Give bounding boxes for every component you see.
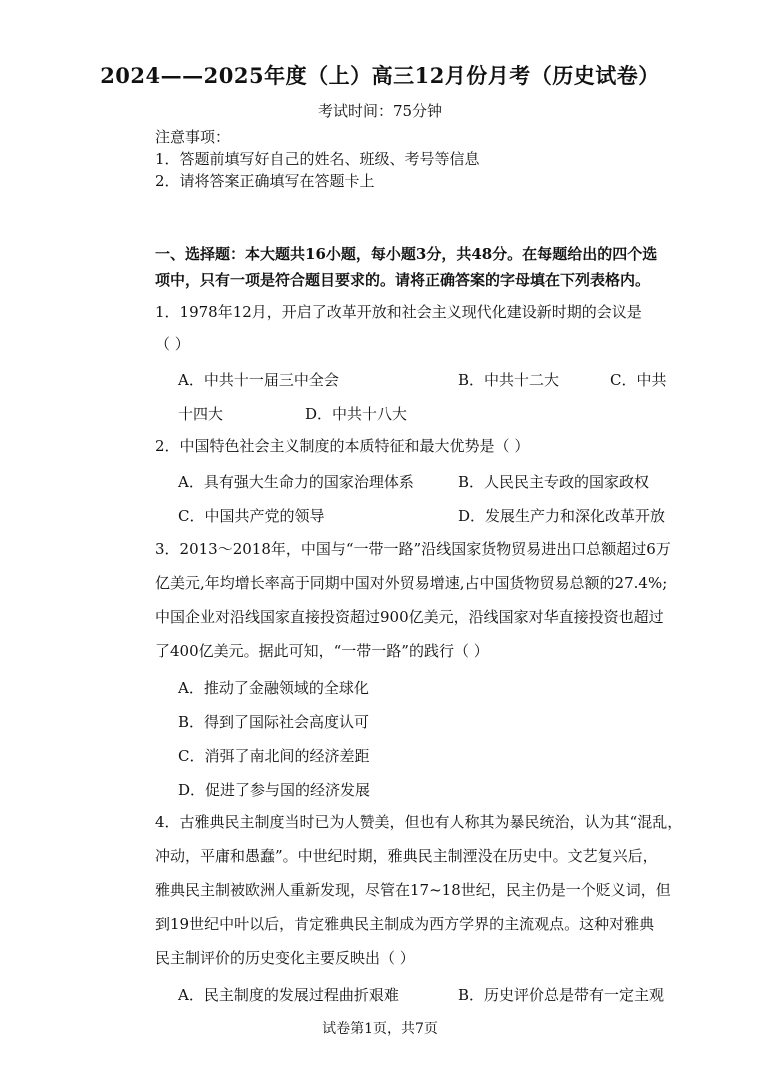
question-3-text: 3．2013～2018年，中国与“一带一路”沿线国家货物贸易进出口总额超过6万 [155,540,671,558]
question-4-text: 到19世纪中叶以后，肯定雅典民主制成为西方学界的主流观点。这种对雅典 [155,915,655,933]
exam-time: 考试时间：75分钟 [317,102,443,120]
q1-option-a: A．中共十一届三中全会 [178,371,339,389]
q1-option-c-cont: 十四大 [178,405,224,423]
q3-option-c: C．消弭了南北间的经济差距 [178,747,370,765]
q4-option-b: B．历史评价总是带有一定主观 [458,986,665,1004]
q3-option-d: D．促进了参与国的经济发展 [178,781,371,799]
section-intro: 一、选择题：本大题共16小题，每小题3分，共48分。在每题给出的四个选 [155,245,658,263]
question-3-text: 了400亿美元。据此可知，“一带一路”的践行（ ） [155,642,489,660]
question-4-text: 雅典民主制被欧洲人重新发现，尽管在17~18世纪，民主仍是一个贬义词，但 [155,881,671,899]
question-3-text: 亿美元,年均增长率高于同期中国对外贸易增速,占中国货物贸易总额的27.4%; [155,574,668,592]
q1-option-c: C．中共 [610,371,667,389]
question-4-text: 4．古雅典民主制度当时已为人赞美，但也有人称其为暴民统治，认为其“混乱， [155,813,683,831]
q2-option-a: A．具有强大生命力的国家治理体系 [178,473,414,491]
question-1-text: 1．1978年12月，开启了改革开放和社会主义现代化建设新时期的会议是 [155,303,642,321]
section-intro: 项中，只有一项是符合题目要求的。请将正确答案的字母填在下列表格内。 [155,271,651,289]
notice-item: 2．请将答案正确填写在答题卡上 [155,172,375,190]
page-footer: 试卷第1页，共7页 [322,1021,438,1037]
question-2-text: 2．中国特色社会主义制度的本质特征和最大优势是（ ） [155,437,530,455]
q4-option-a: A．民主制度的发展过程曲折艰难 [178,986,399,1004]
question-4-text: 冲动，平庸和愚蠢”。中世纪时期，雅典民主制湮没在历史中。文艺复兴后， [155,847,658,865]
q1-option-d: D．中共十八大 [305,405,408,423]
q2-option-d: D．发展生产力和深化改革开放 [458,507,666,525]
notice-heading: 注意事项： [155,128,231,146]
question-4-text: 民主制评价的历史变化主要反映出（ ） [155,949,415,967]
q2-option-b: B．人民民主专政的国家政权 [458,473,650,491]
q3-option-a: A．推动了金融领域的全球化 [178,679,369,697]
question-3-text: 中国企业对沿线国家直接投资超过900亿美元，沿线国家对华直接投资也超过 [155,608,664,626]
q3-option-b: B．得到了国际社会高度认可 [178,713,370,731]
question-1-blank: （ ） [155,335,190,353]
q1-option-b: B．中共十二大 [458,371,560,389]
notice-item: 1．答题前填写好自己的姓名、班级、考号等信息 [155,150,480,168]
page-title: 2024——2025年度（上）高三12月份月考（历史试卷） [100,63,660,88]
q2-option-c: C．中国共产党的领导 [178,507,325,525]
